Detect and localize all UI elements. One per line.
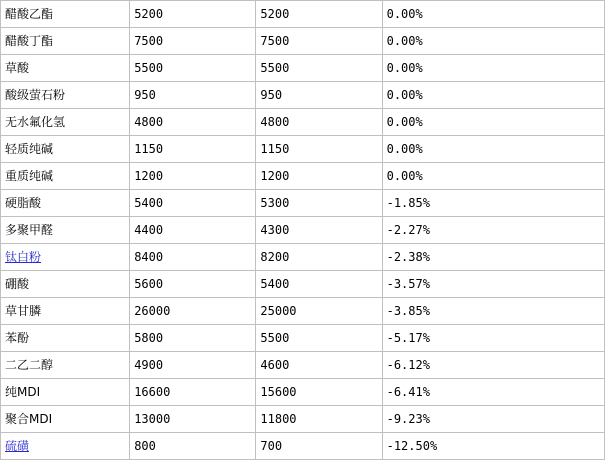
cell-product-name: 草酸 [1, 55, 130, 82]
table-row [1, 82, 605, 109]
cell-product-name: 多聚甲醛 [1, 217, 130, 244]
cell-current-price: 25000 [256, 298, 382, 325]
cell-product-name: 纯MDI [1, 379, 130, 406]
table-row [1, 379, 605, 406]
cell-product-name: 硬脂酸 [1, 190, 130, 217]
cell-product-name: 轻质纯碱 [1, 136, 130, 163]
cell-current-price: 950 [256, 82, 382, 109]
table-row [1, 406, 605, 433]
cell-current-price: 5500 [256, 55, 382, 82]
cell-previous-price: 1200 [130, 163, 256, 190]
cell-product-name[interactable] [1, 244, 130, 271]
cell-current-price: 4600 [256, 352, 382, 379]
cell-previous-price: 16600 [130, 379, 256, 406]
cell-product-name[interactable] [1, 433, 130, 460]
cell-change-percent: 0.00% [382, 82, 604, 109]
cell-change-percent: -12.50% [382, 433, 604, 460]
product-link[interactable]: 硫磺 [5, 439, 30, 453]
table-row [1, 136, 605, 163]
cell-product-name: 醋酸丁酯 [1, 28, 130, 55]
product-link[interactable]: 钛白粉 [5, 250, 42, 264]
cell-product-name: 重质纯碱 [1, 163, 130, 190]
cell-current-price: 5500 [256, 325, 382, 352]
cell-current-price: 15600 [256, 379, 382, 406]
table-row [1, 55, 605, 82]
cell-previous-price: 800 [130, 433, 256, 460]
cell-change-percent: 0.00% [382, 163, 604, 190]
cell-previous-price: 5400 [130, 190, 256, 217]
table-row [1, 298, 605, 325]
cell-previous-price: 5600 [130, 271, 256, 298]
table-row [1, 163, 605, 190]
cell-previous-price: 1150 [130, 136, 256, 163]
cell-previous-price: 7500 [130, 28, 256, 55]
cell-current-price: 11800 [256, 406, 382, 433]
cell-current-price: 4300 [256, 217, 382, 244]
cell-product-name: 草甘膦 [1, 298, 130, 325]
cell-previous-price: 8400 [130, 244, 256, 271]
cell-change-percent: -1.85% [382, 190, 604, 217]
table-row [1, 217, 605, 244]
cell-current-price: 1150 [256, 136, 382, 163]
cell-previous-price: 4800 [130, 109, 256, 136]
cell-current-price: 5200 [256, 1, 382, 28]
cell-change-percent: -6.12% [382, 352, 604, 379]
table-row [1, 190, 605, 217]
cell-previous-price: 26000 [130, 298, 256, 325]
cell-change-percent: -9.23% [382, 406, 604, 433]
cell-change-percent: -2.27% [382, 217, 604, 244]
cell-change-percent: -2.38% [382, 244, 604, 271]
table-row [1, 1, 605, 28]
cell-change-percent: -3.85% [382, 298, 604, 325]
cell-change-percent: 0.00% [382, 55, 604, 82]
cell-previous-price: 950 [130, 82, 256, 109]
table-row [1, 352, 605, 379]
cell-change-percent: -6.41% [382, 379, 604, 406]
cell-current-price: 1200 [256, 163, 382, 190]
cell-product-name: 无水氟化氢 [1, 109, 130, 136]
cell-current-price: 5400 [256, 271, 382, 298]
table-row [1, 325, 605, 352]
table-row [1, 271, 605, 298]
cell-current-price: 8200 [256, 244, 382, 271]
cell-product-name: 醋酸乙酯 [1, 1, 130, 28]
table-body [1, 1, 605, 460]
cell-change-percent: 0.00% [382, 109, 604, 136]
cell-previous-price: 4400 [130, 217, 256, 244]
cell-product-name: 聚合MDI [1, 406, 130, 433]
cell-previous-price: 5800 [130, 325, 256, 352]
cell-previous-price: 13000 [130, 406, 256, 433]
cell-product-name: 二乙二醇 [1, 352, 130, 379]
cell-current-price: 700 [256, 433, 382, 460]
cell-change-percent: 0.00% [382, 28, 604, 55]
cell-change-percent: -3.57% [382, 271, 604, 298]
cell-change-percent: 0.00% [382, 1, 604, 28]
cell-previous-price: 5200 [130, 1, 256, 28]
table-row [1, 433, 605, 460]
table-row [1, 109, 605, 136]
cell-current-price: 7500 [256, 28, 382, 55]
cell-change-percent: -5.17% [382, 325, 604, 352]
cell-change-percent: 0.00% [382, 136, 604, 163]
table-row [1, 28, 605, 55]
cell-previous-price: 5500 [130, 55, 256, 82]
cell-previous-price: 4900 [130, 352, 256, 379]
cell-product-name: 苯酚 [1, 325, 130, 352]
cell-product-name: 酸级萤石粉 [1, 82, 130, 109]
table-row [1, 244, 605, 271]
cell-current-price: 5300 [256, 190, 382, 217]
cell-product-name: 硼酸 [1, 271, 130, 298]
cell-current-price: 4800 [256, 109, 382, 136]
